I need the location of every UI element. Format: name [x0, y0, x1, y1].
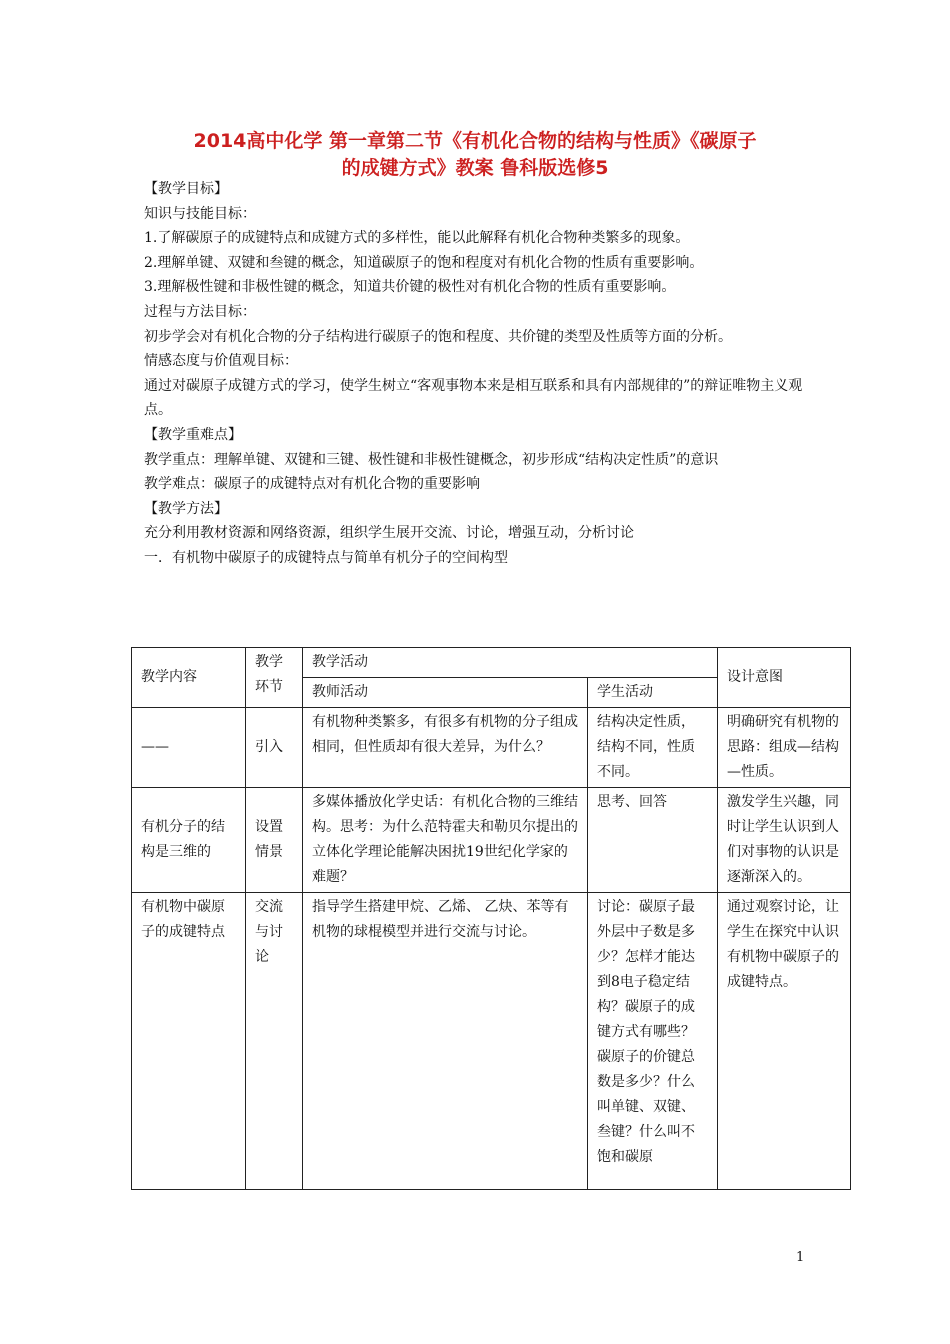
row3-teacher: 指导学生搭建甲烷、乙烯、 乙炔、苯等有机物的球棍模型并进行交流与讨论。 [303, 893, 588, 1190]
row1-content: —— [132, 708, 246, 788]
header-design: 设计意图 [718, 648, 851, 708]
header-stage: 教学环节 [246, 648, 303, 708]
row3-design: 通过观察讨论，让学生在探究中认识有机物中碳原子的成键特点。 [718, 893, 851, 1190]
page-number: 1 [796, 1250, 805, 1265]
document-title-line1: 2014高中化学 第一章第二节《有机化合物的结构与性质》《碳原子 [193, 130, 757, 152]
row2-stage: 设置情景 [246, 788, 303, 893]
row2-teacher: 多媒体播放化学史话：有机化合物的三维结构。思考：为什么范特霍夫和勒贝尔提出的立体化学理论能解决困扰19世纪化学家的难题？ [303, 788, 588, 893]
process-paragraph: 初步学会对有机化合物的分子结构进行碳原子的饱和程度、共价键的类型及性质等方面的分析。 [144, 328, 732, 345]
table-row [132, 788, 851, 893]
row2-content: 有机分子的结构是三维的 [132, 788, 246, 893]
lesson-table [131, 647, 851, 1190]
subheading-process: 过程与方法目标： [144, 303, 256, 320]
table-row [132, 893, 851, 1190]
document-title-line2: 的成键方式》教案 鲁科版选修5 [341, 157, 609, 179]
header-content: 教学内容 [132, 648, 246, 708]
row2-student: 思考、回答 [588, 788, 718, 893]
row2-design: 激发学生兴趣，同时让学生认识到人们对事物的认识是逐渐深入的。 [718, 788, 851, 893]
document-body [144, 177, 824, 571]
subheading-attitude: 情感态度与价值观目标： [144, 353, 298, 370]
row1-stage: 引入 [246, 708, 303, 788]
row3-content: 有机物中碳原子的成键特点 [132, 893, 246, 1190]
table-row [132, 708, 851, 788]
section-one-heading: 一．有机物中碳原子的成键特点与简单有机分子的空间构型 [144, 549, 508, 566]
subheading-knowledge: 知识与技能目标： [144, 205, 256, 222]
row3-student: 讨论：碳原子最外层中子数是多少？怎样才能达到8电子稳定结构？碳原子的成键方式有哪些？碳原子的价键总数是多少？什么叫单键、双键、叁键？什么叫不饱和碳原 [588, 893, 718, 1190]
section-heading-key-points: 【教学重难点】 [144, 426, 242, 443]
row1-design: 明确研究有机物的思路：组成—结构—性质。 [718, 708, 851, 788]
objective-item-3: 3.理解极性键和非极性键的概念，知道共价键的极性对有机化合物的性质有重要影响。 [144, 279, 676, 296]
lesson-table-wrapper [131, 647, 850, 1190]
difficulty-paragraph: 教学难点：碳原子的成键特点对有机化合物的重要影响 [144, 476, 480, 493]
header-student: 学生活动 [588, 678, 718, 708]
methods-paragraph: 充分利用教材资源和网络资源，组织学生展开交流、讨论，增强互动，分析讨论 [144, 525, 634, 542]
section-heading-objectives: 【教学目标】 [144, 181, 228, 197]
header-teacher: 教师活动 [303, 678, 588, 708]
attitude-paragraph: 通过对碳原子成键方式的学习，使学生树立“客观事物本来是相互联系和具有内部规律的”的辩证唯物主义观点。 [144, 377, 803, 419]
objective-item-1: 1.了解碳原子的成键特点和成键方式的多样性，能以此解释有机化合物种类繁多的现象。 [144, 230, 690, 247]
table-header-row-1 [132, 648, 851, 678]
row1-teacher: 有机物种类繁多，有很多有机物的分子组成相同，但性质却有很大差异，为什么？ [303, 708, 588, 788]
key-point-paragraph: 教学重点：理解单键、双键和三键、极性键和非极性键概念，初步形成“结构决定性质”的意识 [144, 451, 719, 468]
row1-student: 结构决定性质，结构不同，性质不同。 [588, 708, 718, 788]
objective-item-2: 2.理解单键、双键和叁键的概念，知道碳原子的饱和程度对有机化合物的性质有重要影响。 [144, 254, 704, 271]
header-activity: 教学活动 [303, 648, 718, 678]
section-heading-methods: 【教学方法】 [144, 500, 228, 517]
row3-stage: 交流与讨论 [246, 893, 303, 1190]
